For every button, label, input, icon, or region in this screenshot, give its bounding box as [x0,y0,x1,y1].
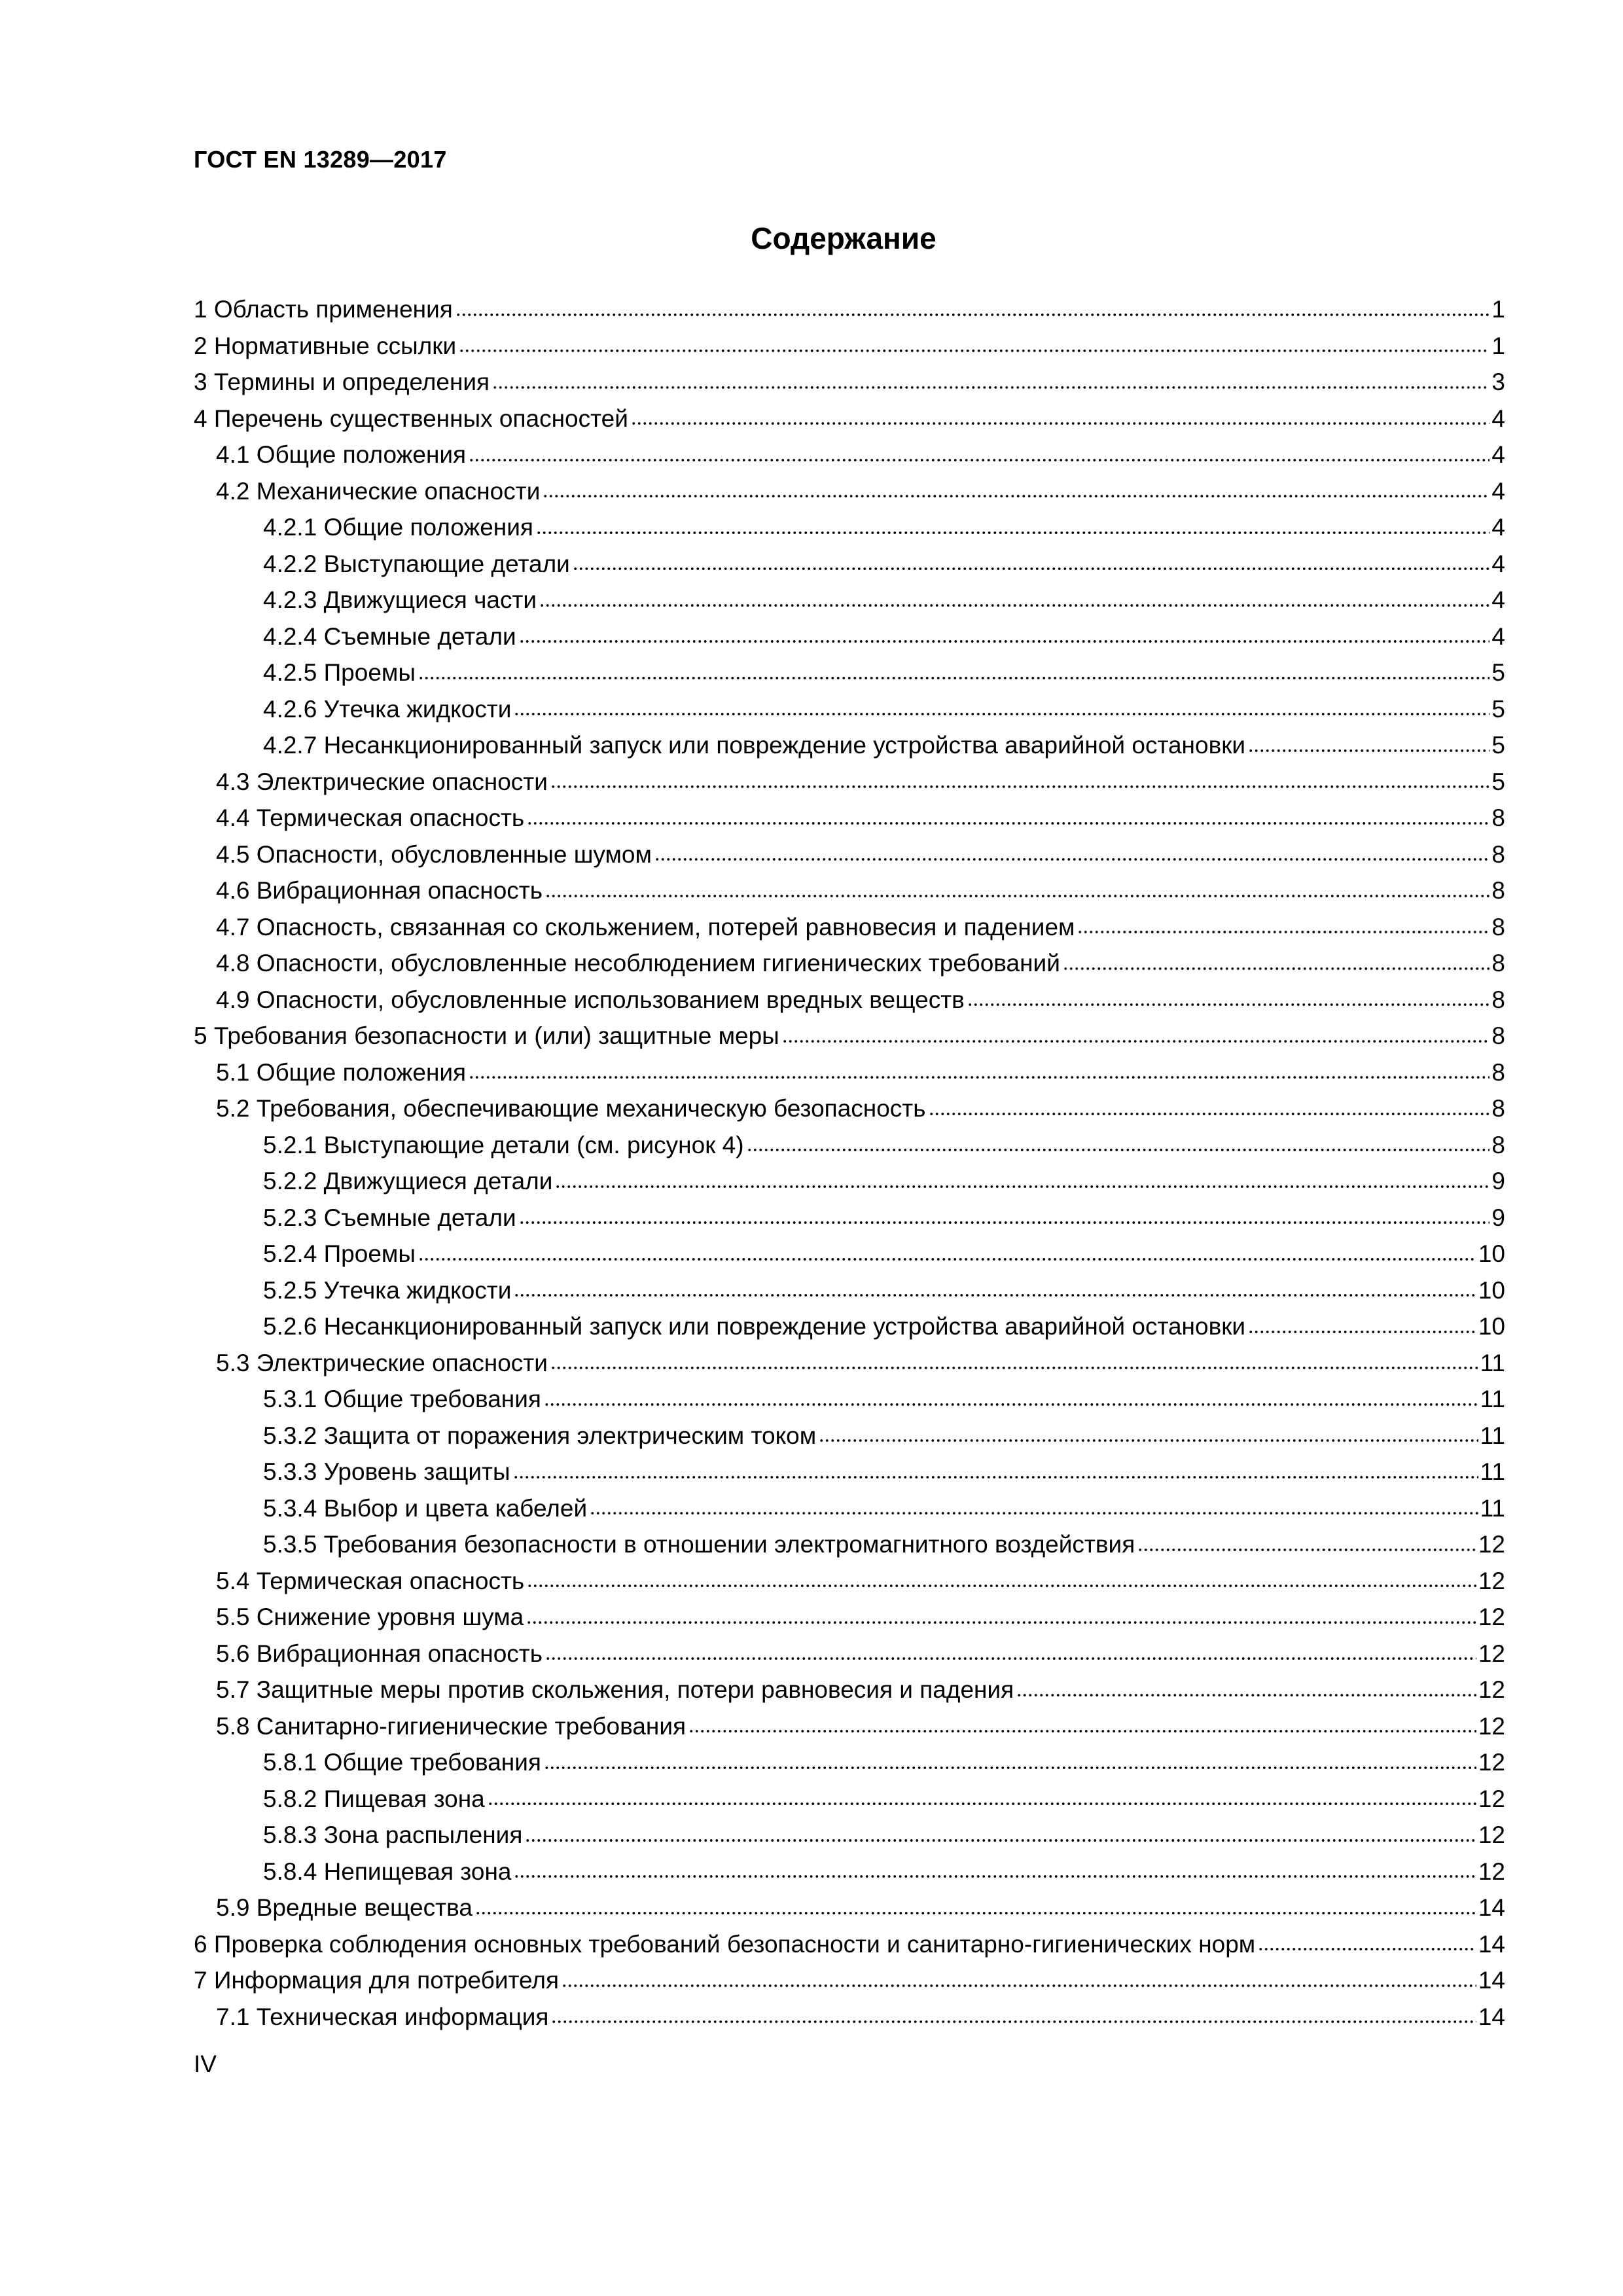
toc-entry[interactable] [194,473,1505,510]
toc-entry-label: 5.2.1 Выступающие детали (см. рисунок 4) [263,1131,744,1158]
toc-dot-leader [555,1183,1489,1190]
toc-dot-leader [1248,1329,1476,1335]
toc-entry-page: 10 [1478,1276,1505,1304]
toc-entry[interactable] [194,364,1505,401]
toc-entry[interactable] [194,1817,1505,1854]
toc-entry-label: 5.2.3 Съемные детали [263,1204,516,1231]
toc-entry-page: 4 [1491,441,1505,468]
toc-entry[interactable] [194,1345,1505,1382]
toc-entry-label: 4.2.4 Съемные детали [263,622,516,650]
toc-entry-page: 11 [1480,1349,1505,1376]
toc-dot-leader [819,1437,1478,1444]
toc-entry[interactable] [194,437,1505,473]
toc-dot-leader [654,856,1489,863]
toc-entry[interactable] [194,1272,1505,1309]
toc-entry-label: 5.2.6 Несанкционированный запуск или повреждение устройства аварийной остановки [263,1313,1246,1340]
toc-entry-label: 4.2.3 Движущиеся части [263,586,537,613]
toc-entry[interactable] [194,1236,1505,1272]
toc-entry-label: 4.3 Электрические опасности [216,768,548,795]
toc-dot-leader [782,1038,1490,1045]
toc-dot-leader [562,1982,1476,1989]
toc-dot-leader [544,1765,1476,1771]
toc-entry-label: 4.2 Механические опасности [216,477,541,505]
toc-entry[interactable] [194,1636,1505,1672]
toc-entry-page: 12 [1478,1604,1505,1630]
toc-entry-page: 4 [1491,514,1505,541]
toc-entry-page: 12 [1478,1857,1505,1885]
toc-entry[interactable] [194,1563,1505,1600]
toc-dot-leader [573,565,1490,572]
toc-entry[interactable] [194,1308,1505,1345]
toc-dot-leader [418,1256,1476,1263]
toc-entry-label: 4.8 Опасности, обусловленные несоблюдением гигиенических требований [216,950,1060,977]
toc-entry[interactable] [194,328,1505,365]
toc-entry-label: 5.5 Снижение уровня шума [216,1604,524,1630]
toc-entry-label: 5.8.4 Непищевая зона [263,1857,512,1885]
toc-entry[interactable] [194,1962,1505,1999]
toc-entry-page: 8 [1491,840,1505,868]
toc-dot-leader [536,529,1489,536]
toc-dot-leader [469,457,1489,463]
toc-entry-page: 8 [1491,804,1505,831]
toc-entry[interactable] [194,727,1505,764]
toc-dot-leader [550,783,1489,790]
toc-dot-leader [525,1837,1476,1844]
toc-entry-label: 5.3.5 Требования безопасности в отношении электромагнитного воздействия [263,1531,1135,1558]
toc-entry[interactable] [194,1890,1505,1926]
toc-entry[interactable] [194,1127,1505,1164]
toc-entry-page: 9 [1491,1168,1505,1194]
toc-entry[interactable] [194,546,1505,583]
toc-entry-page: 9 [1491,1204,1505,1231]
toc-entry-page: 11 [1480,1422,1505,1449]
toc-dot-leader [1077,929,1489,935]
toc-dot-leader [590,1510,1478,1516]
toc-entry-label: 4 Перечень существенных опасностей [194,404,628,432]
toc-entry[interactable] [194,764,1505,800]
toc-entry-label: 7.1 Техническая информация [216,2003,549,2030]
toc-dot-leader [688,1728,1476,1734]
toc-entry-label: 4.6 Вибрационная опасность [216,877,543,904]
toc-entry[interactable] [194,1200,1505,1236]
toc-entry-page: 4 [1491,477,1505,505]
toc-dot-leader [519,638,1490,645]
toc-entry[interactable] [194,800,1505,836]
toc-entry-label: 5.3 Электрические опасности [216,1349,548,1376]
toc-entry-label: 4.2.2 Выступающие детали [263,550,570,577]
toc-dot-leader [545,1655,1476,1662]
toc-entry-label: 5.9 Вредные вещества [216,1894,473,1921]
toc-entry-label: 5.3.2 Защита от поражения электрическим током [263,1422,817,1449]
toc-entry-page: 10 [1478,1313,1505,1340]
toc-entry-label: 5.2.5 Утечка жидкости [263,1276,512,1304]
toc-entry-label: 4.2.6 Утечка жидкости [263,695,512,723]
toc-dot-leader [551,2018,1476,2025]
toc-entry-label: 4.1 Общие положения [216,441,467,468]
toc-entry[interactable] [194,836,1505,873]
toc-entry[interactable] [194,1054,1505,1091]
toc-entry-page: 11 [1480,1458,1505,1485]
toc-dot-leader [455,312,1490,318]
toc-entry-page: 5 [1491,695,1505,723]
toc-entry[interactable] [194,691,1505,728]
toc-entry[interactable] [194,1381,1505,1418]
toc-entry-page: 8 [1491,950,1505,977]
toc-entry-page: 10 [1478,1240,1505,1267]
toc-dot-leader [418,675,1489,681]
toc-dot-leader [459,348,1489,354]
toc-entry-page: 8 [1491,877,1505,904]
toc-entry-page: 5 [1491,768,1505,795]
toc-entry[interactable] [194,945,1505,982]
toc-entry[interactable] [194,582,1505,619]
toc-dot-leader [1258,1946,1476,1952]
toc-entry[interactable] [194,1163,1505,1200]
toc-dot-leader [514,1292,1476,1299]
toc-dot-leader [514,1873,1476,1880]
toc-entry-label: 4.2.1 Общие положения [263,514,533,541]
toc-entry-label: 5.3.1 Общие требования [263,1386,541,1412]
toc-entry[interactable] [194,1526,1505,1563]
toc-entry[interactable] [194,872,1505,909]
toc-entry-label: 1 Область применения [194,296,453,323]
toc-entry-page: 8 [1491,1095,1505,1122]
toc-entry-page: 1 [1491,296,1505,323]
toc-entry-page: 12 [1478,1821,1505,1848]
toc-entry-page: 4 [1491,622,1505,650]
toc-dot-leader [967,1001,1490,1008]
toc-entry-page: 4 [1491,550,1505,577]
toc-dot-leader [747,1147,1490,1153]
toc-entry-label: 4.7 Опасность, связанная со скольжением, потерей равновесия и падением [216,913,1075,941]
toc-entry-page: 12 [1478,1640,1505,1667]
toc-entry-page: 12 [1478,1712,1505,1740]
toc-entry-label: 5 Требования безопасности и (или) защитные меры [194,1022,779,1049]
toc-dot-leader [527,820,1489,827]
toc-entry[interactable] [194,291,1505,328]
toc-dot-leader [526,1619,1476,1626]
toc-entry-page: 1 [1491,332,1505,359]
toc-entry-label: 6 Проверка соблюдения основных требований безопасности и санитарно-гигиенических норм [194,1930,1256,1958]
toc-entry-page: 4 [1491,404,1505,432]
toc-dot-leader [492,384,1489,391]
toc-dot-leader [929,1111,1490,1117]
toc-entry[interactable] [194,1781,1505,1818]
toc-dot-leader [469,1074,1489,1081]
toc-entry-label: 4.9 Опасности, обусловленные использованием вредных веществ [216,986,965,1013]
toc-entry[interactable] [194,982,1505,1018]
toc-entry-page: 12 [1478,1785,1505,1812]
toc-entry-page: 8 [1491,1022,1505,1049]
toc-entry-page: 12 [1478,1531,1505,1558]
toc-entry-page: 8 [1491,1058,1505,1086]
toc-entry[interactable] [194,1599,1505,1636]
toc-entry[interactable] [194,1926,1505,1963]
document-code: ГОСТ EN 13289—2017 [194,146,447,173]
toc-entry-label: 7 Информация для потребителя [194,1967,560,1994]
toc-dot-leader [1016,1692,1476,1698]
toc-entry-label: 5.7 Защитные меры против скольжения, потери равновесия и падения [216,1676,1014,1703]
toc-entry-page: 12 [1478,1749,1505,1776]
toc-entry-label: 4.5 Опасности, обусловленные шумом [216,840,652,868]
toc-entry[interactable] [194,401,1505,437]
toc-entry-page: 5 [1491,732,1505,759]
toc-entry-label: 5.2.2 Движущиеся детали [263,1168,553,1194]
toc-dot-leader [519,1219,1490,1226]
toc-entry-page: 12 [1478,1567,1505,1594]
toc-entry[interactable] [194,1708,1505,1745]
toc-dot-leader [513,1474,1478,1480]
toc-entry-label: 5.2 Требования, обеспечивающие механическую безопасность [216,1095,926,1122]
toc-entry-label: 4.2.7 Несанкционированный запуск или повреждение устройства аварийной остановки [263,732,1246,759]
toc-dot-leader [631,420,1490,427]
toc-entry[interactable] [194,619,1505,655]
toc-entry-label: 5.8.1 Общие требования [263,1749,541,1776]
toc-entry-label: 5.4 Термическая опасность [216,1567,525,1594]
toc-entry[interactable] [194,1854,1505,1890]
toc-entry-page: 14 [1478,1894,1505,1921]
toc-dot-leader [543,493,1489,499]
toc-title: Содержание [751,221,936,255]
toc-entry-page: 5 [1491,659,1505,686]
toc-entry[interactable] [194,1018,1505,1054]
toc-entry-label: 5.3.3 Уровень защиты [263,1458,510,1485]
toc-dot-leader [1063,965,1490,972]
toc-entry-label: 5.2.4 Проемы [263,1240,416,1267]
toc-dot-leader [545,893,1489,899]
toc-entry-page: 14 [1478,1930,1505,1958]
toc-entry[interactable] [194,1490,1505,1527]
toc-entry-page: 14 [1478,2003,1505,2030]
toc-dot-leader [550,1365,1478,1371]
toc-dot-leader [1137,1547,1476,1553]
toc-dot-leader [1248,747,1489,754]
toc-entry-page: 8 [1491,913,1505,941]
toc-entry-label: 5.1 Общие положения [216,1058,467,1086]
toc-entry-label: 5.3.4 Выбор и цвета кабелей [263,1494,588,1522]
toc-entry[interactable] [194,1418,1505,1454]
toc-entry[interactable] [194,1672,1505,1708]
toc-entry-page: 4 [1491,586,1505,613]
toc-entry[interactable] [194,1454,1505,1490]
toc-entry[interactable] [194,509,1505,546]
toc-entry[interactable] [194,1999,1505,2036]
toc-entry-page: 8 [1491,986,1505,1013]
toc-entry[interactable] [194,909,1505,946]
toc-dot-leader [514,711,1489,717]
toc-entry-label: 5.8.3 Зона распыления [263,1821,523,1848]
toc-entry[interactable] [194,1090,1505,1127]
page-number: IV [194,2051,217,2077]
toc-dot-leader [475,1910,1476,1916]
toc-entry-page: 12 [1478,1676,1505,1703]
toc-entry[interactable] [194,1744,1505,1781]
toc-entry-label: 4.2.5 Проемы [263,659,416,686]
table-of-contents [194,291,1505,2035]
toc-dot-leader [488,1801,1476,1807]
toc-entry-page: 3 [1491,368,1505,395]
toc-entry-page: 11 [1480,1386,1505,1412]
toc-entry-label: 4.4 Термическая опасность [216,804,525,831]
toc-entry-label: 5.8.2 Пищевая зона [263,1785,485,1812]
toc-entry-label: 5.6 Вибрационная опасность [216,1640,543,1667]
toc-entry-label: 5.8 Санитарно-гигиенические требования [216,1712,687,1740]
toc-entry-label: 2 Нормативные ссылки [194,332,457,359]
toc-entry-page: 8 [1491,1131,1505,1158]
toc-entry-label: 3 Термины и определения [194,368,490,395]
toc-dot-leader [544,1401,1478,1408]
toc-entry-page: 11 [1480,1494,1505,1522]
toc-dot-leader [539,602,1489,609]
toc-dot-leader [527,1583,1476,1589]
toc-entry-page: 14 [1478,1967,1505,1994]
toc-entry[interactable] [194,655,1505,691]
